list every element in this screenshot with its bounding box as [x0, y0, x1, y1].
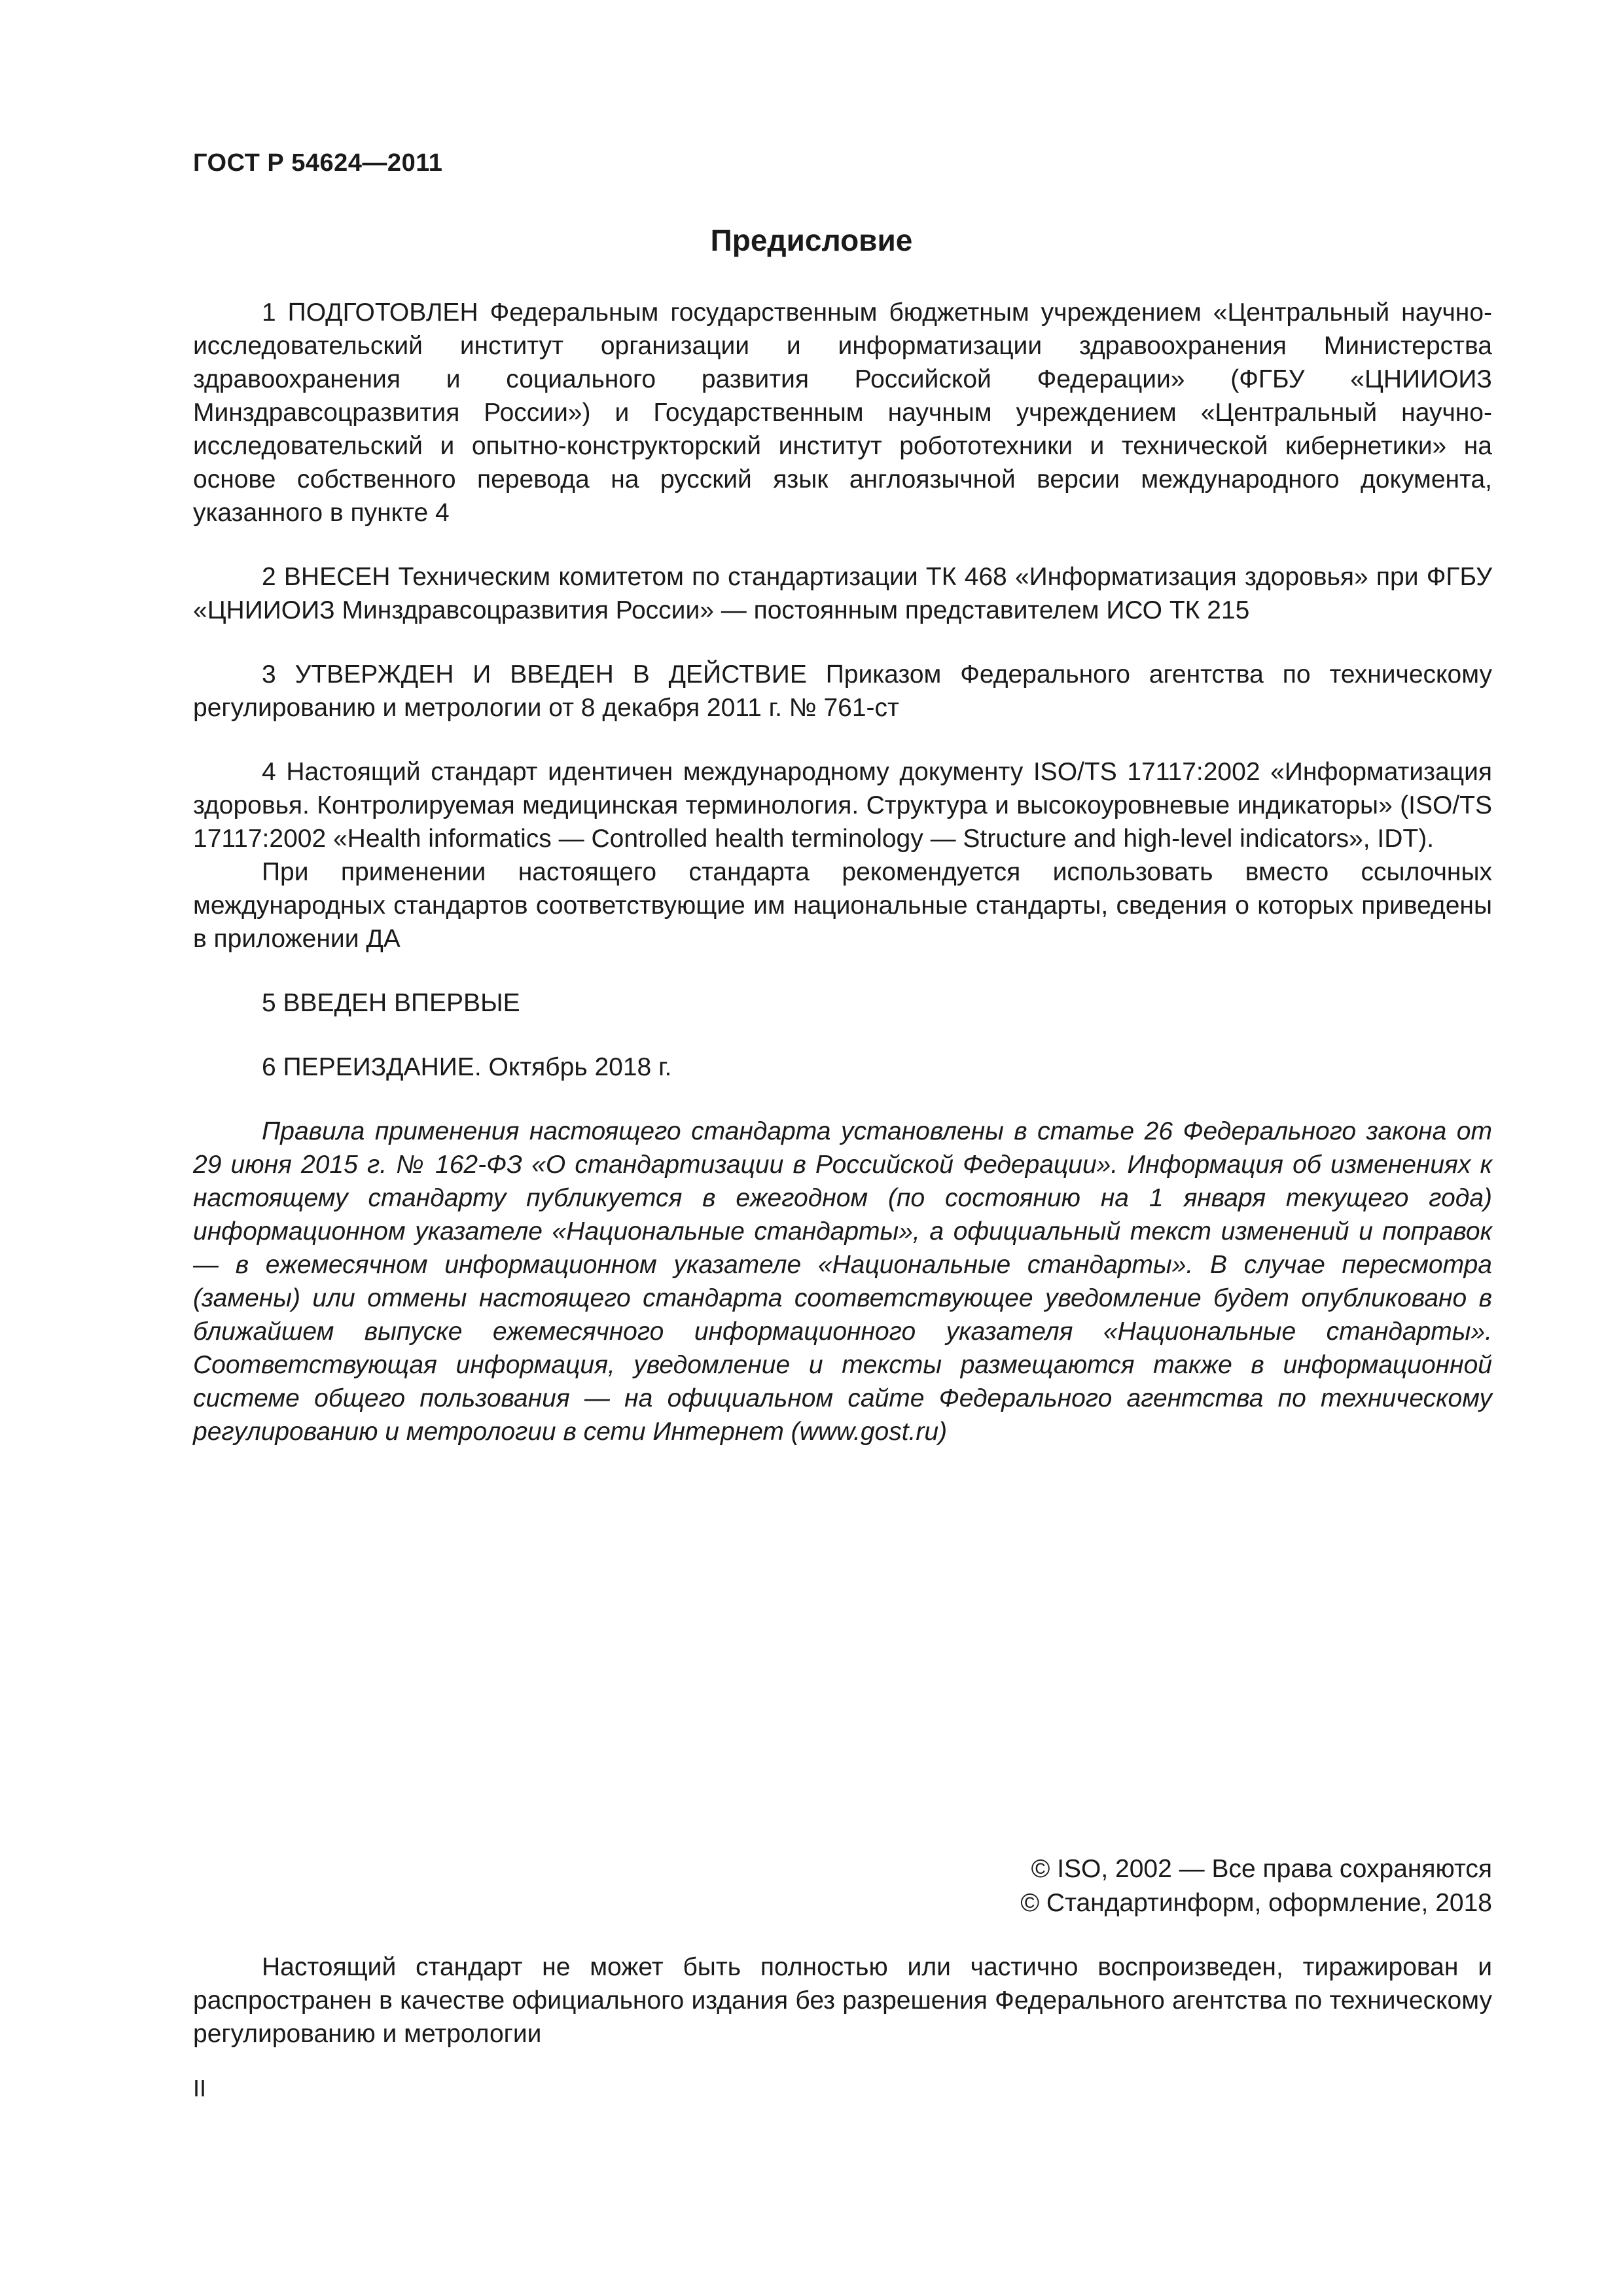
paragraph-5: 5 ВВЕДЕН ВПЕРВЫЕ [262, 989, 520, 1017]
paragraph-4: 4 Настоящий стандарт идентичен международному документу ISO/TS 17117:2002 «Информатизация здоровья. Контролируемая медицинская терминология. Структура и высокоуровневые индикаторы» (ISO/TS 17117:2002 «Health informatics — Controlled health terminology — Structure and high-level indicators», IDT). [193, 758, 1492, 853]
copyright-block [1020, 1852, 1492, 1920]
paragraph-1: 1 ПОДГОТОВЛЕН Федеральным государственным бюджетным учреждением «Центральный научно-исследовательский институт организации и информатизации здравоохранения Министерства здравоохранения и социального развития Российской Федерации» (ФГБУ «ЦНИИОИЗ Минздравсоцразвития России») и Государственным научным учреждением «Центральный научно-исследовательский и опытно-конструкторский институт робототехники и технической кибернетики» на основе собственного перевода на русский язык англоязычной версии международного документа, указанного в пункте 4 [193, 298, 1492, 527]
paragraph-6: 6 ПЕРЕИЗДАНИЕ. Октябрь 2018 г. [262, 1053, 672, 1081]
copyright-standartinform: © Стандартинформ, оформление, 2018 [1020, 1889, 1492, 1917]
page-title: Предисловие [710, 223, 913, 257]
page-number: II [193, 2075, 207, 2102]
rules-paragraph: Правила применения настоящего стандарта установлены в статье 26 Федерального закона от 29 июня 2015 г. № 162-ФЗ «О стандартизации в Российской Федерации». Информация об изменениях к настоящему стандарту публикуется в ежегодном (по состоянию на 1 января текущего года) информационном указателе «Национальные стандарты», а официальный текст изменений и поправок — в ежемесячном информационном указателе «Национальные стандарты». В случае пересмотра (замены) или отмены настоящего стандарта соответствующее уведомление будет опубликовано в ближайшем выпуске ежемесячного информационного указателя «Национальные стандарты». Соответствующая информация, уведомление и тексты размещаются также в информационной системе общего пользования — на официальном сайте Федерального агентства по техническому регулированию и метрологии в сети Интернет (www.gost.ru) [193, 1117, 1492, 1446]
reproduction-notice [193, 1950, 1492, 2051]
preface-body [193, 296, 1492, 1448]
paragraph-2: 2 ВНЕСЕН Техническим комитетом по стандартизации ТК 468 «Информатизация здоровья» при ФГБУ «ЦНИИОИЗ Минздравсоцразвития России» — постоянным представителем ИСО ТК 215 [193, 563, 1492, 624]
copyright-iso: © ISO, 2002 — Все права сохраняются [1031, 1855, 1492, 1883]
document-code: ГОСТ Р 54624—2011 [193, 149, 443, 177]
paragraph-4-note: При применении настоящего стандарта рекомендуется использовать вместо ссылочных международных стандартов соответствующие им национальные стандарты, сведения о которых приведены в приложении ДА [193, 858, 1492, 953]
paragraph-3: 3 УТВЕРЖДЕН И ВВЕДЕН В ДЕЙСТВИЕ Приказом Федерального агентства по техническому регулированию и метрологии от 8 декабря 2011 г. № 761-ст [193, 660, 1492, 722]
notice-text: Настоящий стандарт не может быть полностью или частично воспроизведен, тиражирован и распространен в качестве официального издания без разрешения Федерального агентства по техническому регулированию и метрологии [193, 1953, 1492, 2048]
